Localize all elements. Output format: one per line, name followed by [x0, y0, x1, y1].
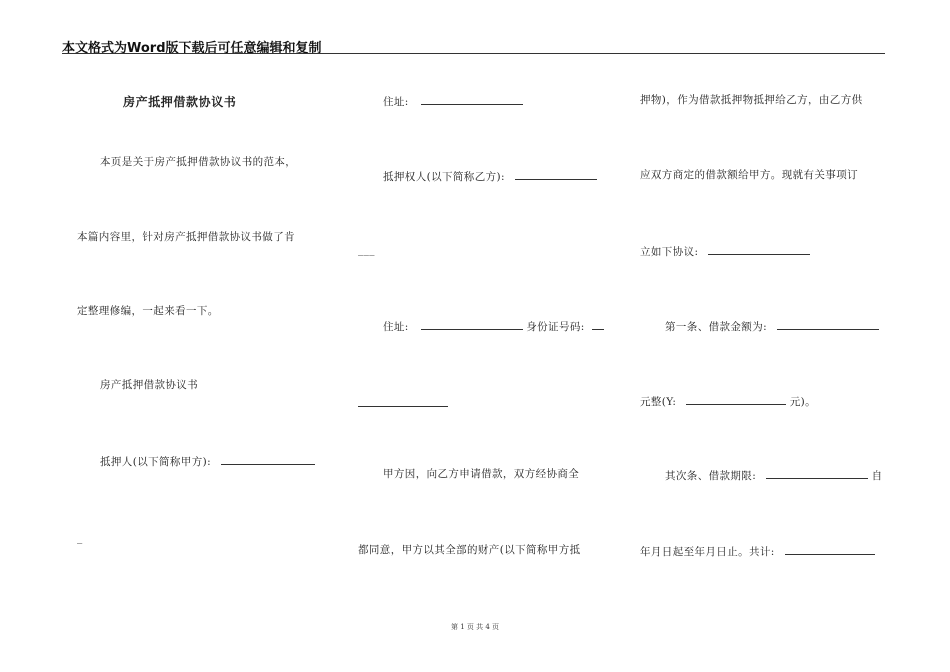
article-2-label: 其次条、借款期限: [665, 470, 757, 482]
mortgagor-line [100, 453, 315, 469]
id-number-blank-continued [358, 395, 448, 407]
id-continuation-line [358, 395, 448, 411]
col2-trailing-mark: ___ [358, 244, 375, 256]
intro-line-1: 本页是关于房产抵押借款协议书的范本， [100, 156, 297, 168]
col3-para-line-2: 应双方商定的借款额给甲方。现就有关事项订 [640, 169, 858, 181]
period-line [640, 543, 875, 559]
page-footer: 第 1 页 共 4 页 [450, 623, 500, 631]
address-2-label: 住址: [383, 321, 409, 333]
col2-para-line-2: 都同意，甲方以其全部的财产(以下简称甲方抵 [358, 544, 581, 556]
document-title: 房产抵押借款协议书 [123, 95, 237, 109]
id-number-blank [592, 318, 604, 330]
address-2-blank [421, 318, 523, 330]
article-1-line [665, 318, 879, 334]
period-label: 年月日起至年月日止。共计: [640, 546, 775, 558]
agreement-subtitle: 房产抵押借款协议书 [100, 379, 199, 391]
mortgagor-blank [221, 453, 315, 465]
agreement-intro-blank [708, 243, 810, 255]
document-header-title: 本文格式为Word版下载后可任意编辑和复制 [62, 41, 322, 56]
header-divider [62, 53, 885, 54]
col3-para-line-3 [640, 243, 810, 259]
id-number-label: 身份证号码: [526, 321, 585, 333]
mortgagor-label: 抵押人(以下简称甲方): [100, 456, 212, 468]
loan-amount-blank [777, 318, 879, 330]
address-1-label: 住址: [383, 96, 409, 108]
article-2-line [665, 467, 883, 483]
mortgagee-line [383, 168, 597, 184]
mortgagee-blank [515, 168, 597, 180]
amount-figure-blank [686, 393, 786, 405]
address-1-blank [421, 93, 523, 105]
amount-suffix: 元)。 [789, 396, 817, 408]
address-1-line [383, 93, 523, 109]
col1-trailing-mark: _ [77, 532, 83, 544]
mortgagee-label: 抵押权人(以下简称乙方): [383, 171, 505, 183]
address-2-line [383, 318, 604, 334]
period-total-blank [785, 543, 875, 555]
intro-line-3: 定整理修编，一起来看一下。 [77, 305, 219, 317]
amount-prefix: 元整(Y: [640, 396, 677, 408]
article-2-suffix: 自 [871, 470, 883, 482]
intro-line-2: 本篇内容里，针对房产抵押借款协议书做了肯 [77, 231, 295, 243]
agreement-intro-label: 立如下协议: [640, 246, 699, 258]
article-1-label: 第一条、借款金额为: [665, 321, 768, 333]
amount-figure-line [640, 393, 816, 409]
col3-para-line-1: 押物)，作为借款抵押物抵押给乙方，由乙方供 [640, 94, 863, 106]
loan-period-blank [766, 467, 868, 479]
col2-para-line-1: 甲方因，向乙方申请借款，双方经协商全 [383, 468, 580, 480]
